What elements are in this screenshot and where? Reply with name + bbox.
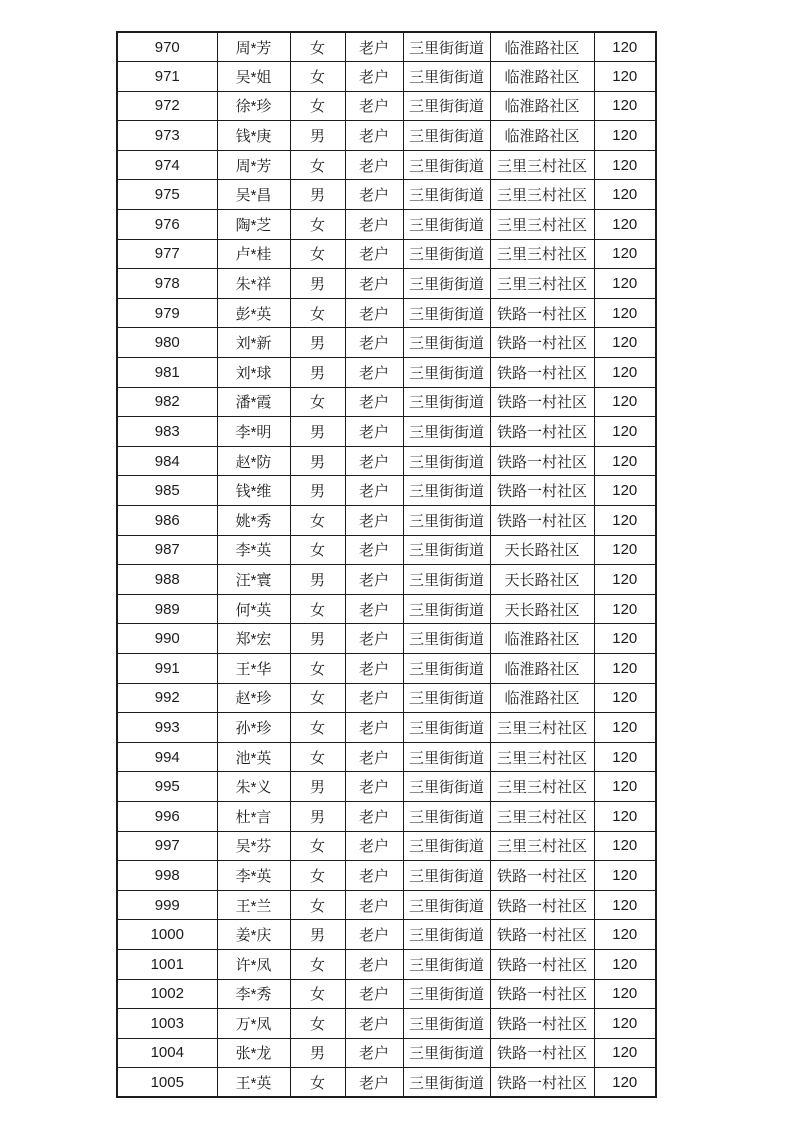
- street-cell: 三里街街道: [403, 210, 490, 240]
- household-type-cell: 老户: [345, 713, 403, 743]
- gender-cell: 女: [290, 91, 345, 121]
- table-row: [117, 506, 656, 536]
- amount-cell: 120: [594, 890, 656, 920]
- masked-name-cell: 汪*寰: [217, 565, 290, 595]
- gender-cell: 女: [290, 979, 345, 1009]
- gender-cell: 男: [290, 565, 345, 595]
- table-row: [117, 150, 656, 180]
- gender-cell: 女: [290, 890, 345, 920]
- amount-cell: 120: [594, 358, 656, 388]
- amount-cell: 120: [594, 594, 656, 624]
- amount-cell: 120: [594, 920, 656, 950]
- household-type-cell: 老户: [345, 742, 403, 772]
- amount-cell: 120: [594, 417, 656, 447]
- gender-cell: 男: [290, 180, 345, 210]
- masked-name-cell: 赵*防: [217, 446, 290, 476]
- masked-name-cell: 钱*维: [217, 476, 290, 506]
- street-cell: 三里街街道: [403, 801, 490, 831]
- gender-cell: 女: [290, 210, 345, 240]
- amount-cell: 120: [594, 861, 656, 891]
- street-cell: 三里街街道: [403, 446, 490, 476]
- household-type-cell: 老户: [345, 861, 403, 891]
- street-cell: 三里街街道: [403, 1068, 490, 1098]
- street-cell: 三里街街道: [403, 565, 490, 595]
- community-cell: 三里三村社区: [490, 210, 594, 240]
- amount-cell: 120: [594, 713, 656, 743]
- serial-number-cell: 980: [117, 328, 217, 358]
- street-cell: 三里街街道: [403, 91, 490, 121]
- gender-cell: 女: [290, 594, 345, 624]
- household-type-cell: 老户: [345, 328, 403, 358]
- community-cell: 铁路一村社区: [490, 920, 594, 950]
- masked-name-cell: 刘*新: [217, 328, 290, 358]
- serial-number-cell: 998: [117, 861, 217, 891]
- street-cell: 三里街街道: [403, 890, 490, 920]
- household-type-cell: 老户: [345, 594, 403, 624]
- amount-cell: 120: [594, 269, 656, 299]
- serial-number-cell: 1004: [117, 1038, 217, 1068]
- amount-cell: 120: [594, 1068, 656, 1098]
- amount-cell: 120: [594, 979, 656, 1009]
- amount-cell: 120: [594, 1038, 656, 1068]
- street-cell: 三里街街道: [403, 62, 490, 92]
- street-cell: 三里街街道: [403, 594, 490, 624]
- serial-number-cell: 972: [117, 91, 217, 121]
- table-row: [117, 446, 656, 476]
- gender-cell: 男: [290, 476, 345, 506]
- household-type-cell: 老户: [345, 91, 403, 121]
- street-cell: 三里街街道: [403, 417, 490, 447]
- household-type-cell: 老户: [345, 653, 403, 683]
- community-cell: 铁路一村社区: [490, 861, 594, 891]
- table-row: [117, 62, 656, 92]
- street-cell: 三里街街道: [403, 328, 490, 358]
- household-type-cell: 老户: [345, 920, 403, 950]
- street-cell: 三里街街道: [403, 742, 490, 772]
- street-cell: 三里街街道: [403, 920, 490, 950]
- table-row: [117, 417, 656, 447]
- table-row: [117, 32, 656, 62]
- masked-name-cell: 万*凤: [217, 1009, 290, 1039]
- street-cell: 三里街街道: [403, 121, 490, 151]
- masked-name-cell: 周*芳: [217, 150, 290, 180]
- table-row: [117, 979, 656, 1009]
- amount-cell: 120: [594, 476, 656, 506]
- masked-name-cell: 吴*芬: [217, 831, 290, 861]
- household-type-cell: 老户: [345, 446, 403, 476]
- serial-number-cell: 1000: [117, 920, 217, 950]
- street-cell: 三里街街道: [403, 683, 490, 713]
- household-type-cell: 老户: [345, 269, 403, 299]
- gender-cell: 女: [290, 239, 345, 269]
- community-cell: 临淮路社区: [490, 32, 594, 62]
- household-type-cell: 老户: [345, 1009, 403, 1039]
- community-cell: 三里三村社区: [490, 772, 594, 802]
- serial-number-cell: 983: [117, 417, 217, 447]
- amount-cell: 120: [594, 239, 656, 269]
- serial-number-cell: 995: [117, 772, 217, 802]
- household-type-cell: 老户: [345, 506, 403, 536]
- serial-number-cell: 970: [117, 32, 217, 62]
- serial-number-cell: 1005: [117, 1068, 217, 1098]
- residents-fee-table: [116, 31, 657, 1098]
- community-cell: 临淮路社区: [490, 624, 594, 654]
- street-cell: 三里街街道: [403, 831, 490, 861]
- table-row: [117, 91, 656, 121]
- table-row: [117, 861, 656, 891]
- serial-number-cell: 979: [117, 298, 217, 328]
- masked-name-cell: 朱*祥: [217, 269, 290, 299]
- serial-number-cell: 971: [117, 62, 217, 92]
- amount-cell: 120: [594, 121, 656, 151]
- amount-cell: 120: [594, 180, 656, 210]
- masked-name-cell: 刘*球: [217, 358, 290, 388]
- serial-number-cell: 1001: [117, 949, 217, 979]
- community-cell: 临淮路社区: [490, 653, 594, 683]
- household-type-cell: 老户: [345, 387, 403, 417]
- community-cell: 三里三村社区: [490, 150, 594, 180]
- amount-cell: 120: [594, 624, 656, 654]
- street-cell: 三里街街道: [403, 476, 490, 506]
- gender-cell: 男: [290, 920, 345, 950]
- gender-cell: 女: [290, 535, 345, 565]
- household-type-cell: 老户: [345, 831, 403, 861]
- community-cell: 临淮路社区: [490, 683, 594, 713]
- community-cell: 三里三村社区: [490, 239, 594, 269]
- serial-number-cell: 997: [117, 831, 217, 861]
- street-cell: 三里街街道: [403, 239, 490, 269]
- street-cell: 三里街街道: [403, 387, 490, 417]
- community-cell: 临淮路社区: [490, 62, 594, 92]
- street-cell: 三里街街道: [403, 150, 490, 180]
- table-row: [117, 713, 656, 743]
- community-cell: 临淮路社区: [490, 121, 594, 151]
- amount-cell: 120: [594, 742, 656, 772]
- amount-cell: 120: [594, 1009, 656, 1039]
- table-row: [117, 358, 656, 388]
- amount-cell: 120: [594, 772, 656, 802]
- masked-name-cell: 姜*庆: [217, 920, 290, 950]
- masked-name-cell: 朱*义: [217, 772, 290, 802]
- household-type-cell: 老户: [345, 772, 403, 802]
- masked-name-cell: 李*英: [217, 861, 290, 891]
- community-cell: 铁路一村社区: [490, 949, 594, 979]
- table-row: [117, 1038, 656, 1068]
- street-cell: 三里街街道: [403, 180, 490, 210]
- gender-cell: 女: [290, 1068, 345, 1098]
- masked-name-cell: 许*凤: [217, 949, 290, 979]
- masked-name-cell: 潘*霞: [217, 387, 290, 417]
- masked-name-cell: 王*华: [217, 653, 290, 683]
- serial-number-cell: 996: [117, 801, 217, 831]
- gender-cell: 女: [290, 831, 345, 861]
- gender-cell: 男: [290, 417, 345, 447]
- table-row: [117, 683, 656, 713]
- masked-name-cell: 卢*桂: [217, 239, 290, 269]
- amount-cell: 120: [594, 653, 656, 683]
- gender-cell: 女: [290, 653, 345, 683]
- serial-number-cell: 987: [117, 535, 217, 565]
- table-row: [117, 624, 656, 654]
- serial-number-cell: 990: [117, 624, 217, 654]
- gender-cell: 男: [290, 801, 345, 831]
- masked-name-cell: 姚*秀: [217, 506, 290, 536]
- community-cell: 天长路社区: [490, 535, 594, 565]
- household-type-cell: 老户: [345, 565, 403, 595]
- gender-cell: 男: [290, 446, 345, 476]
- masked-name-cell: 王*兰: [217, 890, 290, 920]
- table-row: [117, 239, 656, 269]
- gender-cell: 男: [290, 328, 345, 358]
- masked-name-cell: 赵*珍: [217, 683, 290, 713]
- household-type-cell: 老户: [345, 239, 403, 269]
- street-cell: 三里街街道: [403, 979, 490, 1009]
- amount-cell: 120: [594, 210, 656, 240]
- table-row: [117, 1068, 656, 1098]
- table-row: [117, 328, 656, 358]
- household-type-cell: 老户: [345, 180, 403, 210]
- amount-cell: 120: [594, 32, 656, 62]
- table-row: [117, 298, 656, 328]
- street-cell: 三里街街道: [403, 772, 490, 802]
- household-type-cell: 老户: [345, 979, 403, 1009]
- amount-cell: 120: [594, 565, 656, 595]
- table-row: [117, 772, 656, 802]
- household-type-cell: 老户: [345, 683, 403, 713]
- table-row: [117, 653, 656, 683]
- gender-cell: 女: [290, 150, 345, 180]
- community-cell: 三里三村社区: [490, 801, 594, 831]
- masked-name-cell: 池*英: [217, 742, 290, 772]
- table-row: [117, 387, 656, 417]
- gender-cell: 女: [290, 298, 345, 328]
- household-type-cell: 老户: [345, 1038, 403, 1068]
- table-row: [117, 269, 656, 299]
- masked-name-cell: 李*明: [217, 417, 290, 447]
- gender-cell: 男: [290, 624, 345, 654]
- gender-cell: 女: [290, 387, 345, 417]
- table-row: [117, 476, 656, 506]
- masked-name-cell: 李*英: [217, 535, 290, 565]
- table-row: [117, 890, 656, 920]
- serial-number-cell: 985: [117, 476, 217, 506]
- community-cell: 铁路一村社区: [490, 298, 594, 328]
- serial-number-cell: 978: [117, 269, 217, 299]
- serial-number-cell: 994: [117, 742, 217, 772]
- household-type-cell: 老户: [345, 624, 403, 654]
- masked-name-cell: 吴*昌: [217, 180, 290, 210]
- masked-name-cell: 吴*姐: [217, 62, 290, 92]
- community-cell: 天长路社区: [490, 565, 594, 595]
- community-cell: 铁路一村社区: [490, 476, 594, 506]
- serial-number-cell: 993: [117, 713, 217, 743]
- community-cell: 铁路一村社区: [490, 387, 594, 417]
- street-cell: 三里街街道: [403, 624, 490, 654]
- masked-name-cell: 杜*言: [217, 801, 290, 831]
- street-cell: 三里街街道: [403, 535, 490, 565]
- amount-cell: 120: [594, 298, 656, 328]
- table-row: [117, 742, 656, 772]
- household-type-cell: 老户: [345, 62, 403, 92]
- table-row: [117, 831, 656, 861]
- gender-cell: 男: [290, 772, 345, 802]
- gender-cell: 女: [290, 683, 345, 713]
- household-type-cell: 老户: [345, 801, 403, 831]
- masked-name-cell: 彭*英: [217, 298, 290, 328]
- serial-number-cell: 982: [117, 387, 217, 417]
- community-cell: 天长路社区: [490, 594, 594, 624]
- household-type-cell: 老户: [345, 210, 403, 240]
- gender-cell: 女: [290, 949, 345, 979]
- community-cell: 铁路一村社区: [490, 358, 594, 388]
- community-cell: 三里三村社区: [490, 742, 594, 772]
- amount-cell: 120: [594, 506, 656, 536]
- community-cell: 铁路一村社区: [490, 1009, 594, 1039]
- street-cell: 三里街街道: [403, 32, 490, 62]
- street-cell: 三里街街道: [403, 506, 490, 536]
- masked-name-cell: 何*英: [217, 594, 290, 624]
- household-type-cell: 老户: [345, 535, 403, 565]
- gender-cell: 女: [290, 506, 345, 536]
- household-type-cell: 老户: [345, 358, 403, 388]
- masked-name-cell: 徐*珍: [217, 91, 290, 121]
- street-cell: 三里街街道: [403, 861, 490, 891]
- serial-number-cell: 986: [117, 506, 217, 536]
- serial-number-cell: 974: [117, 150, 217, 180]
- gender-cell: 女: [290, 62, 345, 92]
- household-type-cell: 老户: [345, 1068, 403, 1098]
- amount-cell: 120: [594, 91, 656, 121]
- table-row: [117, 535, 656, 565]
- community-cell: 临淮路社区: [490, 91, 594, 121]
- community-cell: 铁路一村社区: [490, 506, 594, 536]
- gender-cell: 女: [290, 742, 345, 772]
- community-cell: 三里三村社区: [490, 269, 594, 299]
- serial-number-cell: 989: [117, 594, 217, 624]
- table-row: [117, 949, 656, 979]
- table-row: [117, 920, 656, 950]
- fee-table-body: [117, 32, 656, 1097]
- table-row: [117, 121, 656, 151]
- masked-name-cell: 李*秀: [217, 979, 290, 1009]
- serial-number-cell: 992: [117, 683, 217, 713]
- masked-name-cell: 钱*庚: [217, 121, 290, 151]
- gender-cell: 男: [290, 358, 345, 388]
- masked-name-cell: 张*龙: [217, 1038, 290, 1068]
- street-cell: 三里街街道: [403, 269, 490, 299]
- street-cell: 三里街街道: [403, 1038, 490, 1068]
- household-type-cell: 老户: [345, 32, 403, 62]
- community-cell: 铁路一村社区: [490, 446, 594, 476]
- amount-cell: 120: [594, 683, 656, 713]
- masked-name-cell: 周*芳: [217, 32, 290, 62]
- amount-cell: 120: [594, 387, 656, 417]
- gender-cell: 女: [290, 713, 345, 743]
- serial-number-cell: 1003: [117, 1009, 217, 1039]
- gender-cell: 男: [290, 269, 345, 299]
- serial-number-cell: 1002: [117, 979, 217, 1009]
- table-row: [117, 210, 656, 240]
- street-cell: 三里街街道: [403, 949, 490, 979]
- gender-cell: 男: [290, 121, 345, 151]
- serial-number-cell: 988: [117, 565, 217, 595]
- amount-cell: 120: [594, 535, 656, 565]
- serial-number-cell: 977: [117, 239, 217, 269]
- street-cell: 三里街街道: [403, 713, 490, 743]
- amount-cell: 120: [594, 831, 656, 861]
- masked-name-cell: 郑*宏: [217, 624, 290, 654]
- table-row: [117, 1009, 656, 1039]
- table-row: [117, 180, 656, 210]
- community-cell: 三里三村社区: [490, 180, 594, 210]
- community-cell: 三里三村社区: [490, 713, 594, 743]
- community-cell: 三里三村社区: [490, 831, 594, 861]
- community-cell: 铁路一村社区: [490, 417, 594, 447]
- street-cell: 三里街街道: [403, 1009, 490, 1039]
- street-cell: 三里街街道: [403, 653, 490, 683]
- masked-name-cell: 陶*芝: [217, 210, 290, 240]
- serial-number-cell: 976: [117, 210, 217, 240]
- household-type-cell: 老户: [345, 476, 403, 506]
- amount-cell: 120: [594, 446, 656, 476]
- household-type-cell: 老户: [345, 150, 403, 180]
- community-cell: 铁路一村社区: [490, 1068, 594, 1098]
- gender-cell: 女: [290, 861, 345, 891]
- masked-name-cell: 孙*珍: [217, 713, 290, 743]
- serial-number-cell: 981: [117, 358, 217, 388]
- gender-cell: 男: [290, 1038, 345, 1068]
- street-cell: 三里街街道: [403, 298, 490, 328]
- household-type-cell: 老户: [345, 298, 403, 328]
- street-cell: 三里街街道: [403, 358, 490, 388]
- table-row: [117, 594, 656, 624]
- serial-number-cell: 975: [117, 180, 217, 210]
- table-row: [117, 801, 656, 831]
- amount-cell: 120: [594, 328, 656, 358]
- household-type-cell: 老户: [345, 121, 403, 151]
- serial-number-cell: 991: [117, 653, 217, 683]
- community-cell: 铁路一村社区: [490, 328, 594, 358]
- serial-number-cell: 999: [117, 890, 217, 920]
- amount-cell: 120: [594, 949, 656, 979]
- amount-cell: 120: [594, 801, 656, 831]
- household-type-cell: 老户: [345, 949, 403, 979]
- gender-cell: 女: [290, 1009, 345, 1039]
- community-cell: 铁路一村社区: [490, 890, 594, 920]
- household-type-cell: 老户: [345, 417, 403, 447]
- community-cell: 铁路一村社区: [490, 1038, 594, 1068]
- gender-cell: 女: [290, 32, 345, 62]
- amount-cell: 120: [594, 62, 656, 92]
- serial-number-cell: 973: [117, 121, 217, 151]
- table-row: [117, 565, 656, 595]
- amount-cell: 120: [594, 150, 656, 180]
- household-type-cell: 老户: [345, 890, 403, 920]
- serial-number-cell: 984: [117, 446, 217, 476]
- masked-name-cell: 王*英: [217, 1068, 290, 1098]
- community-cell: 铁路一村社区: [490, 979, 594, 1009]
